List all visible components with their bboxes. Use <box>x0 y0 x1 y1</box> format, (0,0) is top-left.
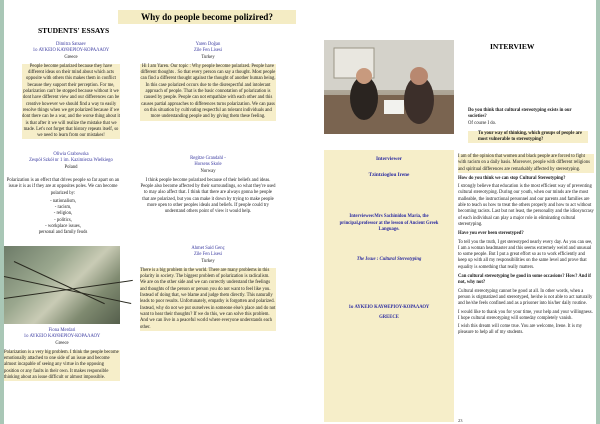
list-item: personal and family feuds <box>38 230 88 236</box>
essay-paragraph: I think people become polarized because of their beliefs and ideas. People also become affected by their surroundings, so what they're used to may also affect that. I think that there are always gonna be people that are polarized, but you can make it down by trying to make people more open to other peoples ideals and beliefs. If people could try understand others point of view it would help. <box>140 177 276 215</box>
essay-paragraph: People become polarized because they have different ideas on their mind about which acts opposite with others this makes them in conflict because they support their perception. For me, polarization can't be stopped because without it we dont have different view and our differences can be creative however we should find a way to easily resolve things when we get polarized because if we dont there can be a war, and the worse thing about it is that after it we will realize the mistake that we made. Let's not forget that history repeats itself, so we need to learn from our mistakes! <box>22 63 120 139</box>
essay-column-2c <box>140 246 276 333</box>
essay-column-1d <box>4 328 120 383</box>
list-item: - religion, <box>53 211 73 217</box>
author-school: Zile Fen Lisesi <box>193 48 223 54</box>
interview-question: Do you think that cultural stereotyping exists in our societies? <box>468 108 572 120</box>
interview-country: GREECE <box>379 315 399 321</box>
wire-line <box>4 280 133 299</box>
list-item: - nationalism, <box>50 198 76 204</box>
list-item: - racism, <box>54 205 72 211</box>
author-school: Zespół Szkół nr 1 im. Kazimierza Wielkiego <box>29 158 113 164</box>
section-title-students-essays: STUDENTS' ESSAYS <box>38 26 110 35</box>
section-title-interview: INTERVIEW <box>490 42 535 51</box>
author-name: Yaren Doğan <box>195 42 221 47</box>
right-edge-strip <box>596 0 600 424</box>
author-country: Greece <box>55 340 69 346</box>
author-name: Fiona Merdari <box>48 328 76 333</box>
barbed-wire-photo <box>4 246 120 324</box>
essay-paragraph: Polarization is an effect that drives people so far apart on an issue it is as if they are at opposites poles. We can become polarized by: <box>6 178 120 196</box>
essay-column-2b <box>140 156 276 218</box>
interview-qa-column-2 <box>458 154 594 339</box>
interview-issue: The Issue : Cultural Stereotyping <box>356 257 422 263</box>
list-item: - workplace issues, <box>45 224 81 230</box>
author-country: Turkey <box>201 258 215 264</box>
right-page <box>300 0 600 424</box>
author-country: Greece <box>64 54 78 60</box>
interview-answer: I strongly believe that education is the most efficient way of preventing cultural stereotyping. During our youth, when our minds are the most malleable, the instructional personnel and our parents and families are able to teach us how to treat the others properly and how to act without becoming racists. Last but not least, the personality and the idiosyncrasy of each individual can play a major role in eliminating cultural stereotyping. <box>458 184 594 227</box>
interview-answer: Of course I do. <box>468 120 497 126</box>
author-name: Dimitra Satsaev <box>55 42 87 47</box>
office-scene-illustration <box>324 40 454 134</box>
essay-column-1 <box>22 42 120 141</box>
author-name: Regitze Grandahl - <box>190 156 226 161</box>
interview-answer: I would like to thank you for your time, your help and your willingness. I hope cultural stereotyping will someday completely vanish. <box>458 309 593 321</box>
interview-answer: I wish this dream will come true. You are welcome, Irene. It is my pleasure to help all of my students. <box>458 324 583 336</box>
interviewee-info: Interviewee:Mrs Sachinidou Maria, the principal,professor at the lesson of Ancient Greek Language. <box>339 214 439 232</box>
interview-info-box <box>324 150 454 422</box>
author-country: Norway <box>200 168 216 174</box>
author-school: 1o ΑΥΚΕΙΟ ΚΑΥΘΕΡΙΟΥ-ΚΟΡΑΛΑΟΥ <box>32 48 110 54</box>
interviewer-name: Tzintzioglou Irene <box>368 172 410 179</box>
author-school: Zile Fen Lisesi <box>193 252 223 258</box>
interviewer-label: Interviewer <box>376 156 402 162</box>
essay-column-2 <box>140 42 276 123</box>
office-photo <box>324 40 454 134</box>
interview-answer: I am of the opinion that women and black people are forced to fight with racism on a daily basis. Moreover, people with different religions and spiritual differences are remarkably affected by stereotyping. <box>458 154 594 173</box>
essay-main-title: Why do people become polizired? <box>118 10 296 24</box>
essay-paragraph: Polarization is a very big problem. I think the people become emotionally attached to one side of an issue and become almost incapable of seeing any virtue in the opposing position or any faults in their own. It makes responsible thinking about an issue difficult or almost impossible. <box>4 349 119 381</box>
interview-question: How do you think we can stop Cultural Stereotyping? <box>458 175 566 181</box>
interview-school: 1o ΑΥΚΕΙΟ ΚΑΥΘΕΡΙΟΥ-ΚΟΡΑΛΑΟΥ <box>348 305 430 311</box>
essay-paragraph: There is a big problem in the world. There are many problems in this polarity in society. The biggest problem of polarization is radicalism. We are on the other side and we can correctly understand the feelings and thoughts of the person or person you do not want to feel like you. Instead of doing that, we blame and judge them directly. This naturally leads to poor results. Unfortunately, empathy is forgotten and polarized. Instead, why do not we put ourselves in someone else's place and do not want to hear their thoughts? If we do this, we can solve this problem. And we can live in a peaceful world where everyone understands each other. <box>140 267 276 330</box>
essay-column-1c <box>4 178 122 237</box>
interview-question: Have you ever been stereotyped? <box>458 231 524 237</box>
author-school: Horsens Skole <box>194 162 222 168</box>
interview-answer: Cultural stereotyping cannot be good at all. In other words, when a person is stigmatized and stereotyped, he/she is not able to act naturally and he/she feels confined and as a prisoner into his/her daily routine. <box>458 288 593 307</box>
author-name: Oliwia Grabowska <box>53 152 89 157</box>
essay-column-1b <box>22 152 120 171</box>
author-country: Turkey <box>201 54 215 60</box>
wire-line <box>14 261 105 304</box>
interview-question: Can cultural stereotyping be good in some occasions? How? And if not, why not? <box>458 274 591 286</box>
interview-question: To your way of thinking, which groups of people are most vulnerable to stereotyping? <box>468 131 588 144</box>
interview-answer: To tell you the truth, I get stereotyped nearly every day. As you can see, I am a woman headmaster and this seems extremely weird and unusual to some people. But I put a great effort so as to work efficiently and keep up with all my responsibilities on the same level and prove that equality is something that really matters. <box>458 239 593 270</box>
author-country: Poland <box>64 164 78 170</box>
author-name: Ahmet Said Genç <box>191 246 225 251</box>
author-school: 1o ΑΥΚΕΙΟ ΚΑΥΘΕΡΙΟΥ-ΚΟΡΑΛΑΟΥ <box>23 334 101 340</box>
list-item: - politics, <box>54 217 72 223</box>
interview-qa-column-1 <box>468 108 588 145</box>
essay-paragraph: Hi I am Yaren. Our topic : Why people become polarized. People have different thoughts . So that every person can say a thought. Most people can find a different thought against the thought of another human being. In this case polarized occurs due to the disrespectful and intolerant approach of people. That is the basic connotation of polarization is caused by people. People can not empathize with each other and this causes partial approaches to differences turns polarization. We can pass on this situation by cultivating respectful an tolerant individuals and more understanding people and by giving them these feeling. <box>140 63 276 120</box>
page-number: 23 <box>458 418 463 423</box>
